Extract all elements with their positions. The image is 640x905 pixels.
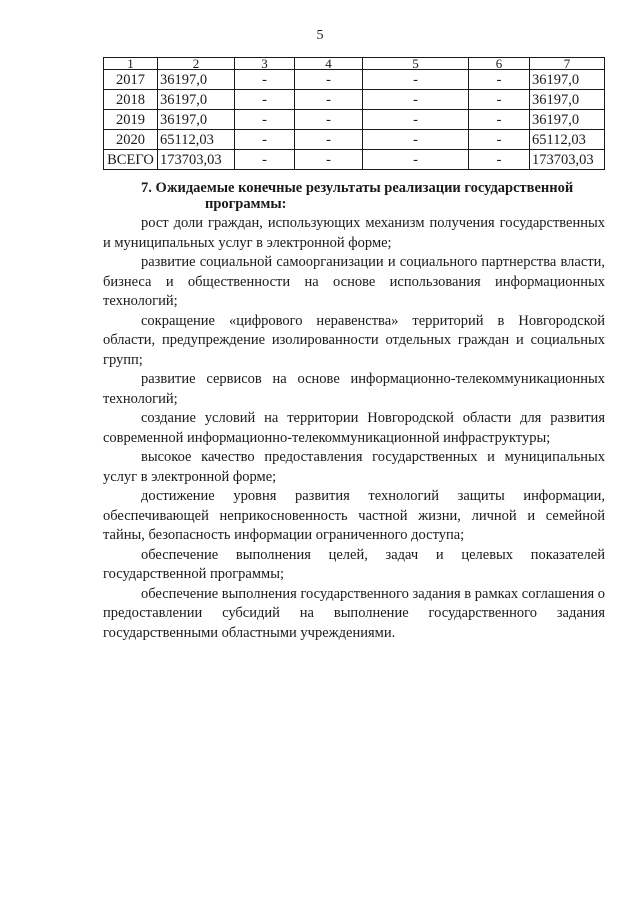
results-list bbox=[103, 214, 605, 643]
table-cell: 36197,0 bbox=[158, 70, 235, 90]
table-cell: - bbox=[363, 150, 469, 170]
table-cell: 65112,03 bbox=[530, 130, 605, 150]
table-cell: - bbox=[295, 150, 363, 170]
table-cell: - bbox=[295, 110, 363, 130]
list-item: развитие социальной самоорганизации и социального партнерства власти, бизнеса и общественности на основе использования информационных технологий; bbox=[103, 254, 605, 309]
table-cell: - bbox=[235, 70, 295, 90]
table-cell: 36197,0 bbox=[530, 90, 605, 110]
table-cell: - bbox=[235, 150, 295, 170]
table-cell: - bbox=[363, 70, 469, 90]
table-row bbox=[104, 90, 605, 110]
table-cell: 36197,0 bbox=[530, 70, 605, 90]
list-item: достижение уровня развития технологий защиты информации, обеспечивающей неприкосновенность частной жизни, личной и семейной тайны, безопасность информации ограниченного доступа; bbox=[103, 488, 605, 543]
table-cell: 2018 bbox=[104, 90, 158, 110]
table-total-row bbox=[104, 150, 605, 170]
table-cell: 2017 bbox=[104, 70, 158, 90]
table-cell: - bbox=[295, 130, 363, 150]
table-cell: 2020 bbox=[104, 130, 158, 150]
list-item: обеспечение выполнения целей, задач и целевых показателей государственной программы; bbox=[103, 546, 605, 582]
table-cell: - bbox=[235, 110, 295, 130]
section-heading bbox=[103, 180, 605, 212]
expected-results-section bbox=[103, 180, 605, 643]
table-cell: - bbox=[295, 90, 363, 110]
table-cell: 36197,0 bbox=[158, 90, 235, 110]
table-cell: - bbox=[469, 150, 530, 170]
section-heading-line: программы: bbox=[205, 196, 287, 212]
table-row bbox=[104, 130, 605, 150]
table-cell: - bbox=[469, 110, 530, 130]
list-item: сокращение «цифрового неравенства» территорий в Новгородской области, предупреждение изолированности отдельных граждан и социальных групп; bbox=[103, 312, 605, 368]
table-cell: 65112,03 bbox=[158, 130, 235, 150]
column-header: 7 bbox=[530, 58, 605, 70]
column-header: 2 bbox=[158, 58, 235, 70]
table-cell: - bbox=[363, 90, 469, 110]
funding-table bbox=[103, 57, 605, 170]
table-cell: - bbox=[235, 130, 295, 150]
column-header: 3 bbox=[235, 58, 295, 70]
table-cell: - bbox=[363, 130, 469, 150]
table-row bbox=[104, 70, 605, 90]
list-item: рост доли граждан, использующих механизм получения государственных и муниципальных услуг в электронной форме; bbox=[103, 215, 605, 251]
list-item: обеспечение выполнения государственного задания в рамках соглашения о предоставлении субсидий на выполнение государственного задания государственными областными учреждениями. bbox=[103, 585, 605, 641]
list-item: создание условий на территории Новгородской области для развития современной информационно-телекоммуникационной инфраструктуры; bbox=[103, 410, 605, 446]
table-cell: - bbox=[469, 90, 530, 110]
table-header-row bbox=[104, 58, 605, 70]
table-cell: - bbox=[469, 130, 530, 150]
table-cell: - bbox=[295, 70, 363, 90]
section-heading-line: 7. Ожидаемые конечные результаты реализации государственной bbox=[141, 180, 574, 196]
table-cell: - bbox=[235, 90, 295, 110]
column-header: 6 bbox=[469, 58, 530, 70]
table-row bbox=[104, 110, 605, 130]
table-cell: 173703,03 bbox=[158, 150, 235, 170]
list-item: высокое качество предоставления государственных и муниципальных услуг в электронной форме; bbox=[103, 449, 605, 485]
column-header: 5 bbox=[363, 58, 469, 70]
table-cell: 173703,03 bbox=[530, 150, 605, 170]
list-item: развитие сервисов на основе информационно-телекоммуникационных технологий; bbox=[103, 371, 605, 407]
column-header: 4 bbox=[295, 58, 363, 70]
table-cell: 36197,0 bbox=[158, 110, 235, 130]
table-cell: ВСЕГО bbox=[104, 150, 158, 170]
table-cell: 2019 bbox=[104, 110, 158, 130]
table-cell: - bbox=[363, 110, 469, 130]
table-cell: 36197,0 bbox=[530, 110, 605, 130]
page-number: 5 bbox=[316, 28, 324, 43]
table-cell: - bbox=[469, 70, 530, 90]
column-header: 1 bbox=[104, 58, 158, 70]
